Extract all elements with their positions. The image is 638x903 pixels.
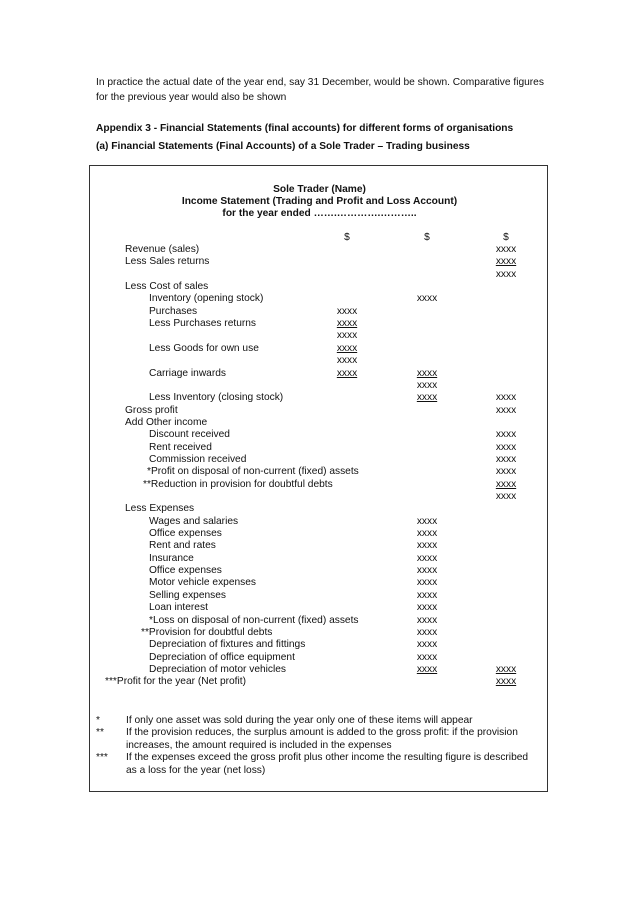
- amount-c1: xxxx: [336, 318, 358, 330]
- amount-c1: xxxx: [336, 330, 358, 342]
- col-header-1: $: [344, 232, 350, 243]
- row-label: Purchases: [149, 305, 198, 317]
- amount-c2: xxxx: [416, 651, 438, 663]
- row-label: Commission received: [149, 453, 247, 465]
- statement-row: [90, 318, 547, 330]
- statement-row: [90, 343, 547, 355]
- row-label: Inventory (opening stock): [149, 293, 264, 305]
- row-label: Less Expenses: [125, 503, 195, 515]
- row-label: **Reduction in provision for doubtful debts: [143, 478, 333, 490]
- row-label: Depreciation of fixtures and fittings: [149, 639, 306, 651]
- row-label: Rent and rates: [149, 540, 216, 552]
- row-label: Office expenses: [149, 528, 222, 540]
- statement-row: [90, 417, 547, 429]
- statement-row: [90, 281, 547, 293]
- statement-row: [90, 269, 547, 281]
- intro-paragraph: In practice the actual date of the year end, say 31 December, would be shown. Comparative figures for the previous year would also be shown: [96, 77, 544, 103]
- statement-row: [90, 380, 547, 392]
- amount-c3: xxxx: [495, 466, 517, 478]
- footnote-mark: **: [96, 727, 104, 738]
- row-label: Add Other income: [125, 416, 208, 428]
- statement-row: [90, 615, 547, 627]
- row-label: Office expenses: [149, 565, 222, 577]
- amount-c2: xxxx: [416, 602, 438, 614]
- row-label: ***Profit for the year (Net profit): [105, 676, 246, 688]
- row-label: Less Goods for own use: [149, 342, 259, 354]
- footnote-mark: *: [96, 715, 100, 726]
- appendix-heading: Appendix 3 - Financial Statements (final accounts) for different forms of organisations: [96, 123, 514, 134]
- row-label: Insurance: [149, 552, 194, 564]
- amount-c3: xxxx: [495, 244, 517, 255]
- amount-c2: xxxx: [416, 515, 438, 527]
- sub-heading: (a) Financial Statements (Final Accounts) of a Sole Trader – Trading business: [96, 141, 470, 152]
- row-label: Depreciation of motor vehicles: [149, 663, 287, 675]
- footnote-text: If the provision reduces, the surplus amount is added to the gross profit: if the provision increases, the amount required is included in the expenses: [126, 727, 518, 751]
- col-header-3: $: [503, 232, 509, 243]
- amount-c3: xxxx: [495, 453, 517, 465]
- statement-row: [90, 491, 547, 503]
- statement-row: [90, 293, 547, 305]
- statement-row: [90, 627, 547, 639]
- amount-c2: xxxx: [416, 626, 438, 638]
- row-label: Less Purchases returns: [149, 318, 257, 330]
- footnote-text: If only one asset was sold during the year only one of these items will appear: [126, 715, 473, 726]
- statement-row: [90, 454, 547, 466]
- row-label: Motor vehicle expenses: [149, 577, 257, 589]
- statement-row: [90, 553, 547, 565]
- row-label: **Provision for doubtful debts: [141, 626, 273, 638]
- statement-row: [90, 590, 547, 602]
- statement-row: [90, 306, 547, 318]
- amount-c1: xxxx: [336, 367, 358, 379]
- col-header-2: $: [424, 232, 430, 243]
- amount-c3: xxxx: [495, 478, 517, 490]
- amount-c2: xxxx: [416, 614, 438, 626]
- statement-row: [90, 676, 547, 688]
- statement-row: [90, 330, 547, 342]
- row-label: *Loss on disposal of non-current (fixed) assets: [149, 614, 359, 626]
- amount-c3: xxxx: [495, 429, 517, 441]
- amount-c3: xxxx: [495, 491, 517, 502]
- amount-c2: xxxx: [416, 565, 438, 577]
- statement-row: [90, 503, 547, 515]
- statement-subtitle: Income Statement (Trading and Profit and Loss Account): [181, 196, 458, 207]
- amount-c2: xxxx: [416, 589, 438, 601]
- row-label: Less Inventory (closing stock): [149, 392, 284, 404]
- statement-row: [90, 565, 547, 577]
- statement-row: [90, 528, 547, 540]
- footnote-text: If the expenses exceed the gross profit plus other income the resulting figure is described as a loss for the year (net loss): [126, 752, 529, 776]
- row-label: Selling expenses: [149, 589, 227, 601]
- amount-c3: xxxx: [495, 441, 517, 453]
- amount-c3: xxxx: [495, 676, 517, 688]
- row-label: Less Sales returns: [125, 256, 210, 268]
- statement-row: [90, 479, 547, 491]
- statement-row: [90, 664, 547, 676]
- amount-c3: xxxx: [495, 404, 517, 416]
- amount-c2: xxxx: [416, 379, 438, 391]
- amount-c2: xxxx: [416, 540, 438, 552]
- amount-c2: xxxx: [416, 392, 438, 404]
- statement-row: [90, 256, 547, 268]
- row-label: Gross profit: [125, 404, 178, 416]
- amount-c3: xxxx: [495, 663, 517, 675]
- amount-c3: xxxx: [495, 268, 517, 280]
- row-label: Less Cost of sales: [125, 281, 209, 293]
- statement-row: [90, 639, 547, 651]
- amount-c1: xxxx: [336, 305, 358, 317]
- amount-c3: xxxx: [495, 392, 517, 404]
- amount-c2: xxxx: [416, 552, 438, 564]
- statement-row: [90, 244, 547, 256]
- income-statement-box: [89, 165, 548, 792]
- statement-row: [90, 540, 547, 552]
- row-label: Discount received: [149, 429, 230, 441]
- row-label: Depreciation of office equipment: [149, 651, 295, 663]
- row-label: *Profit on disposal of non-current (fixed) assets: [147, 466, 359, 478]
- footnote-mark: ***: [96, 752, 108, 763]
- amount-c2: xxxx: [416, 663, 438, 675]
- statement-row: [90, 392, 547, 404]
- statement-row: [90, 466, 547, 478]
- statement-row: [90, 355, 547, 367]
- statement-row: [90, 429, 547, 441]
- amount-c2: xxxx: [416, 367, 438, 379]
- amount-c2: xxxx: [416, 528, 438, 540]
- statement-row: [90, 577, 547, 589]
- statement-row: [90, 652, 547, 664]
- row-label: Rent received: [149, 441, 212, 453]
- row-label: Revenue (sales): [125, 244, 200, 255]
- amount-c1: xxxx: [336, 355, 358, 367]
- row-label: Carriage inwards: [149, 367, 227, 379]
- row-label: Loan interest: [149, 602, 208, 614]
- statement-row: [90, 516, 547, 528]
- statement-period: for the year ended …….………….………..: [222, 208, 417, 219]
- statement-title: Sole Trader (Name): [273, 184, 366, 195]
- amount-c2: xxxx: [416, 293, 438, 305]
- statement-row: [90, 405, 547, 417]
- amount-c1: xxxx: [336, 342, 358, 354]
- statement-row: [90, 368, 547, 380]
- amount-c3: xxxx: [495, 256, 517, 268]
- statement-row: [90, 602, 547, 614]
- statement-row: [90, 442, 547, 454]
- amount-c2: xxxx: [416, 577, 438, 589]
- row-label: Wages and salaries: [149, 515, 239, 527]
- amount-c2: xxxx: [416, 639, 438, 651]
